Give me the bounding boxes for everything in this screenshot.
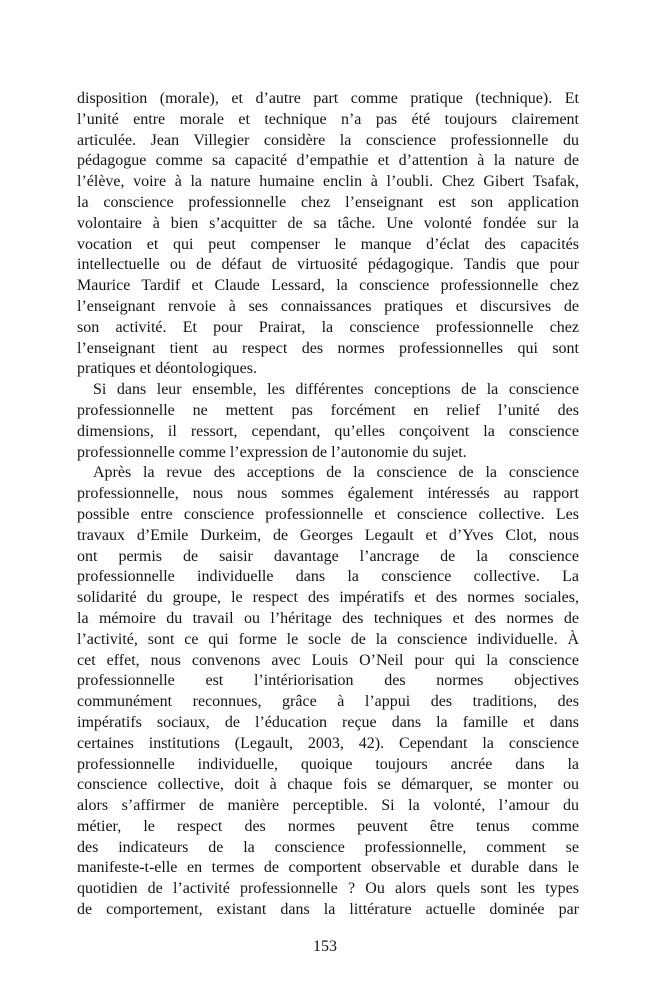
text-line: intellectuelle ou de défaut de virtuosité pédagogique. Tandis que pour	[77, 256, 579, 274]
text-line: la mémoire du travail ou l’héritage des techniques et des normes de	[77, 609, 579, 627]
text-line: dimensions, il ressort, cependant, qu’elles conçoivent la conscience	[77, 422, 579, 440]
text-line: la conscience professionnelle chez l’enseignant est son application	[77, 193, 579, 211]
text-line: son activité. Et pour Prairat, la conscience professionnelle chez	[77, 318, 579, 336]
text-line: professionnelle, nous nous sommes également intéressés au rapport	[77, 485, 579, 503]
text-line: de comportement, existant dans la littérature actuelle dominée par	[77, 901, 579, 919]
text-line: professionnelle est l’intériorisation des normes objectives	[77, 672, 579, 690]
text-line: quotidien de l’activité professionnelle ? Ou alors quels sont les types	[77, 880, 579, 898]
text-line: Si dans leur ensemble, les différentes conceptions de la conscience	[93, 381, 579, 399]
text-line: professionnelle individuelle dans la conscience collective. La	[77, 568, 579, 586]
text-line: disposition (morale), et d’autre part comme pratique (technique). Et	[77, 90, 579, 107]
text-line: alors s’affirmer de manière perceptible. Si la volonté, l’amour du	[77, 797, 579, 815]
text-line: certaines institutions (Legault, 2003, 42). Cependant la conscience	[77, 734, 579, 752]
text-line: Après la revue des acceptions de la conscience de la conscience	[93, 464, 579, 482]
text-line: professionnelle comme l’expression de l’autonomie du sujet.	[77, 443, 467, 461]
text-line: cet effet, nous convenons avec Louis O’Neil pour qui la conscience	[77, 651, 579, 669]
paragraph-3	[77, 463, 579, 921]
text-line: possible entre conscience professionnelle et conscience collective. Les	[77, 505, 579, 523]
text-line: l’unité entre morale et technique n’a pas été toujours clairement	[77, 110, 579, 128]
text-line: l’enseignant tient au respect des normes professionnelles qui sont	[77, 339, 579, 357]
text-line: volontaire à bien s’acquitter de sa tâche. Une volonté fondée sur la	[77, 214, 579, 232]
text-line: pratiques et déontologiques.	[77, 360, 257, 378]
text-line: conscience collective, doit à chaque fois se démarquer, se monter ou	[77, 776, 579, 794]
text-line: professionnelle ne mettent pas forcément en relief l’unité des	[77, 401, 579, 419]
text-line: communément reconnues, grâce à l’appui des traditions, des	[77, 693, 579, 711]
document-body	[77, 89, 579, 921]
text-line: professionnelle individuelle, quoique toujours ancrée dans la	[77, 755, 579, 773]
text-line: impératifs sociaux, de l’éducation reçue dans la famille et dans	[77, 713, 579, 731]
text-line: vocation et qui peut compenser le manque d’éclat des capacités	[77, 235, 579, 253]
paragraph-1	[77, 89, 579, 380]
text-line: l’enseignant renvoie à ses connaissances pratiques et discursives de	[77, 297, 579, 315]
text-line: articulée. Jean Villegier considère la conscience professionnelle du	[77, 131, 579, 149]
text-line: manifeste-t-elle en termes de comportent observable et durable dans le	[77, 859, 579, 877]
text-line: solidarité du groupe, le respect des impératifs et des normes sociales,	[77, 589, 579, 607]
text-line: des indicateurs de la conscience professionnelle, comment se	[77, 838, 579, 856]
text-line: métier, le respect des normes peuvent être tenus comme	[77, 817, 579, 835]
text-line: l’activité, sont ce qui forme le socle de la conscience individuelle. À	[77, 630, 579, 648]
text-line: pédagogue comme sa capacité d’empathie et d’attention à la nature de	[77, 152, 579, 170]
text-line: travaux d’Emile Durkeim, de Georges Legault et d’Yves Clot, nous	[77, 526, 579, 544]
text-line: l’élève, voire à la nature humaine enclin à l’oubli. Chez Gibert Tsafak,	[77, 173, 579, 191]
paragraph-2	[77, 380, 579, 463]
text-line: ont permis de saisir davantage l’ancrage de la conscience	[77, 547, 579, 565]
text-line: Maurice Tardif et Claude Lessard, la conscience professionnelle chez	[77, 277, 579, 295]
page-number: 153	[313, 938, 337, 955]
